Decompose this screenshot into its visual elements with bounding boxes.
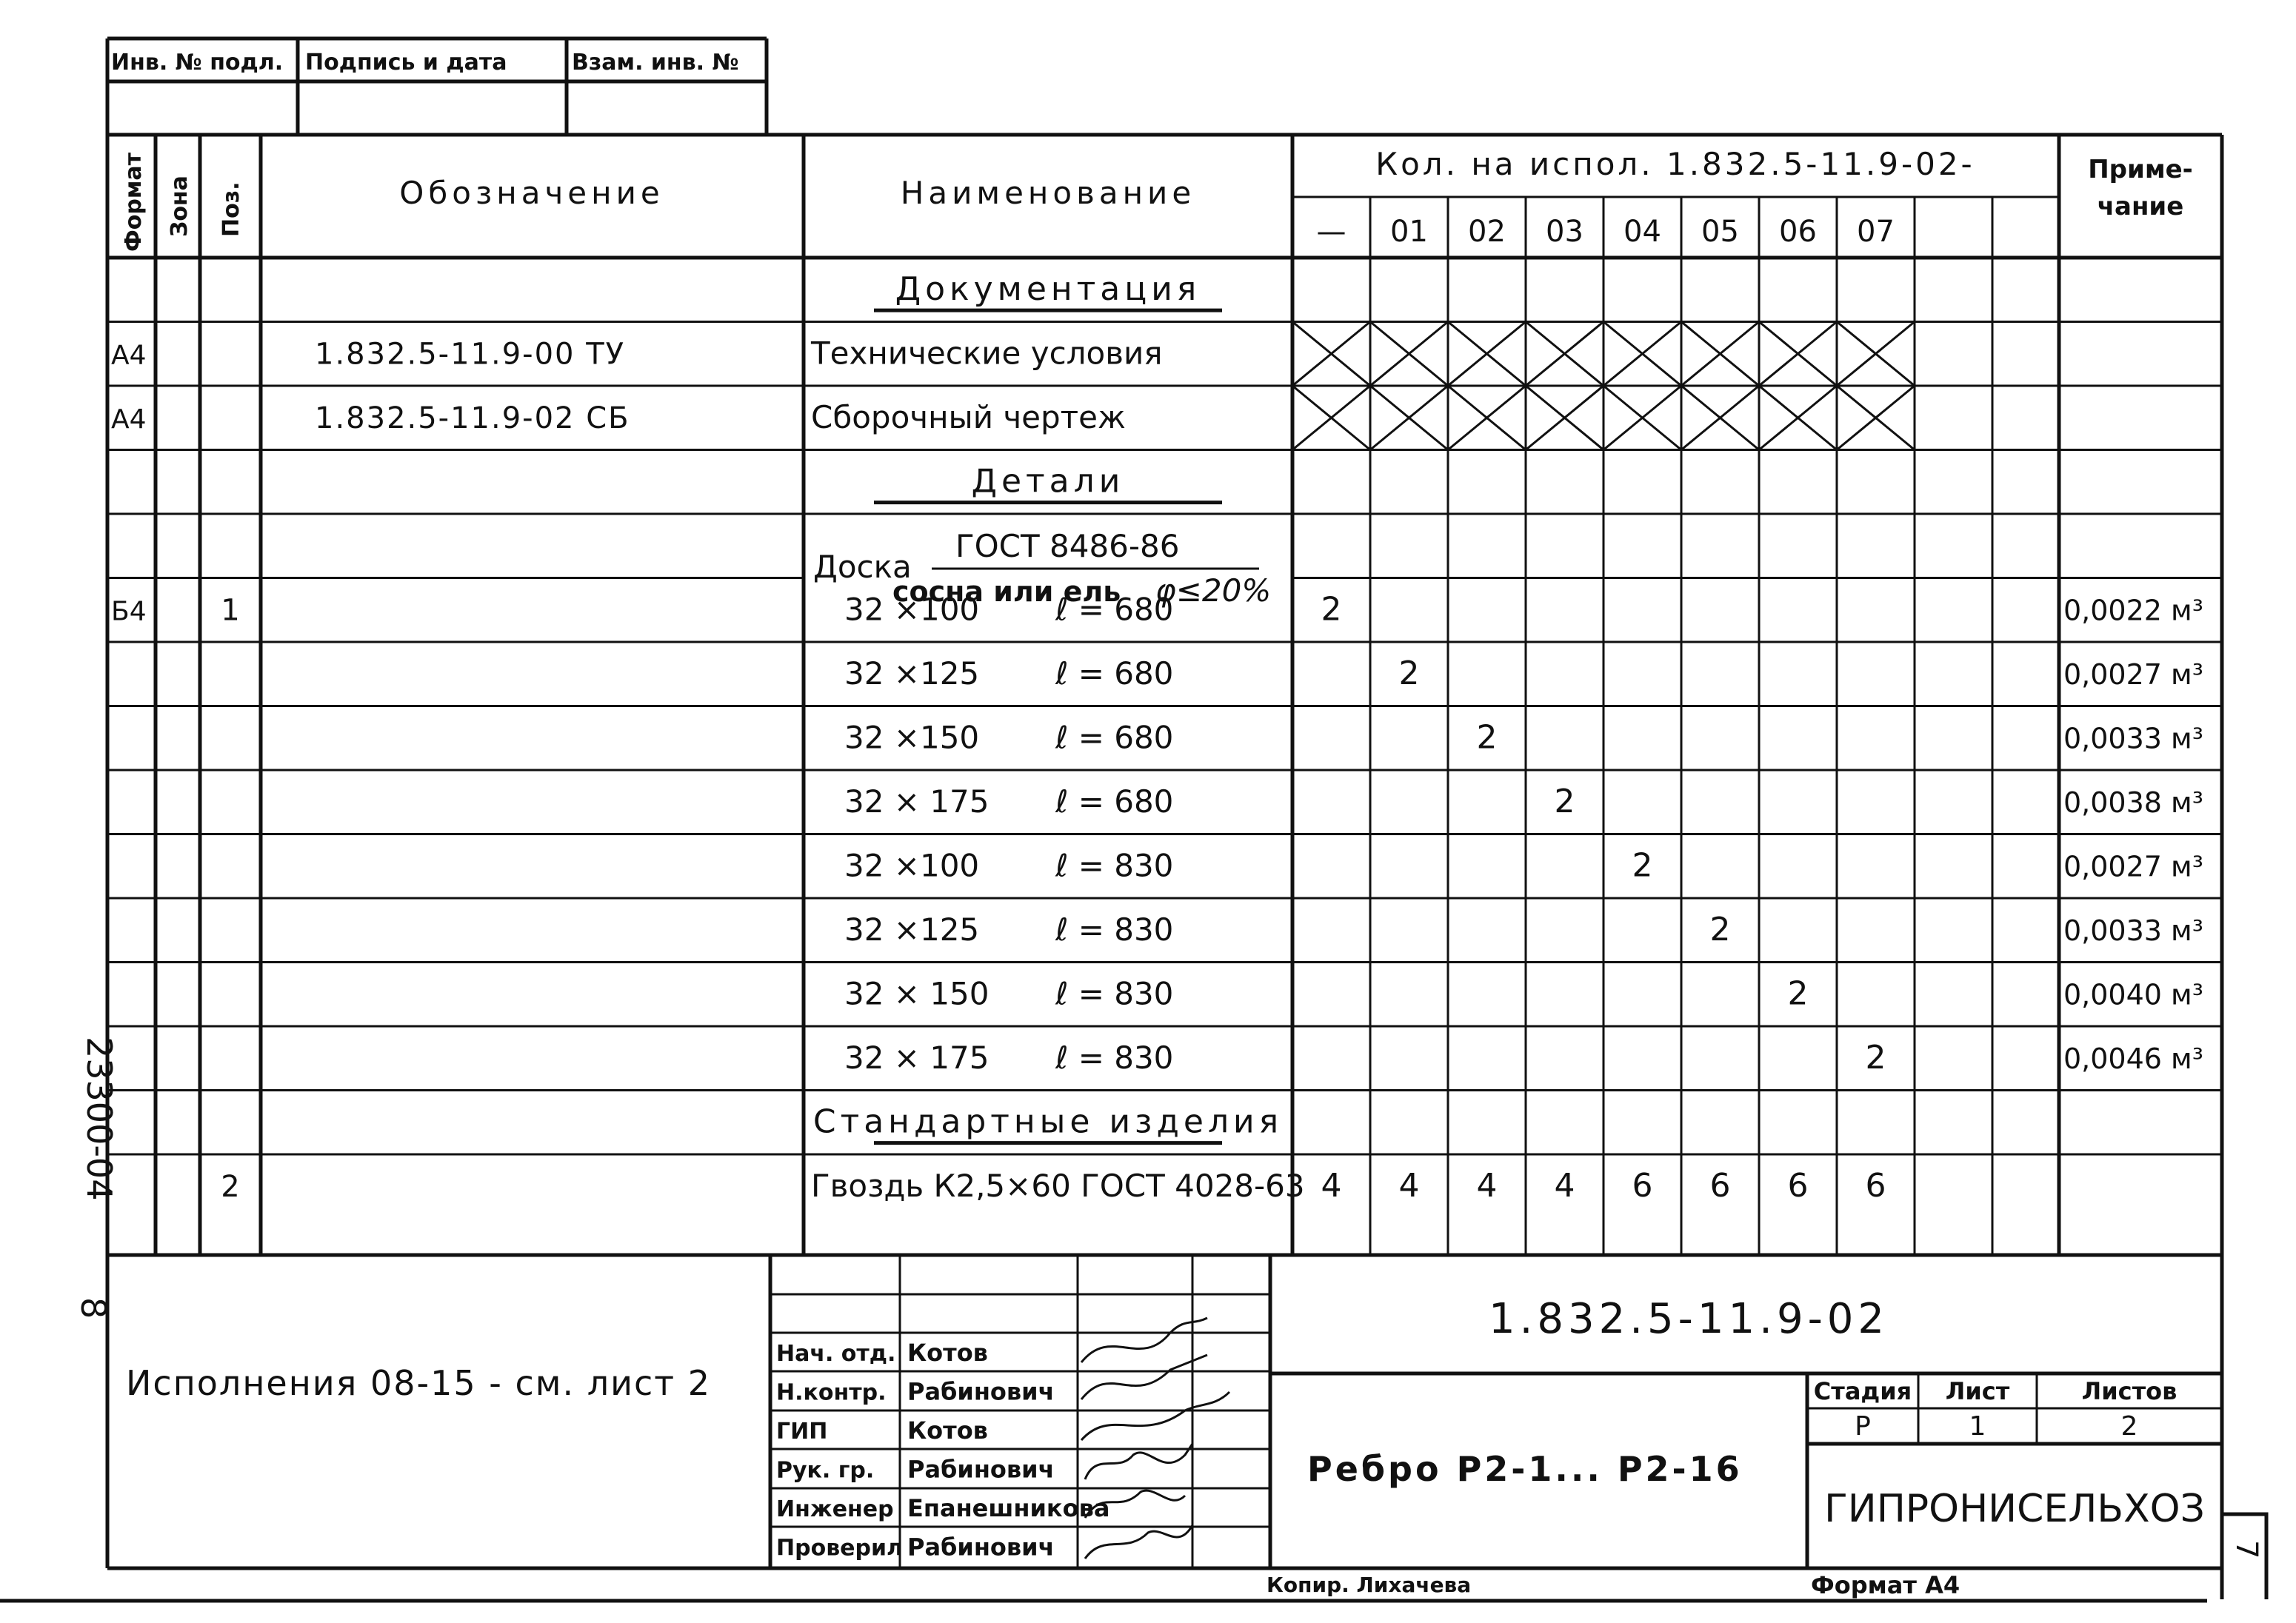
corner-mark: 7: [2229, 1540, 2263, 1559]
poz-cell: 2: [221, 1170, 240, 1205]
table-row: [844, 719, 2203, 757]
header-poz: Поз.: [218, 181, 244, 237]
doska-gost: ГОСТ 8486-86: [955, 528, 1180, 564]
name-cell: Сборочный чертеж: [811, 399, 1126, 436]
title-block: [126, 1255, 2222, 1568]
role-label: Нач. отд.: [776, 1341, 896, 1367]
qty-cell: 6: [1632, 1167, 1653, 1205]
role-name: Рабинович: [907, 1455, 1055, 1484]
product-name: Ребро Р2-1... Р2-16: [1307, 1449, 1743, 1489]
header-naimenovanie: Наименование: [900, 175, 1196, 211]
note-cell: 0,0038 м³: [2063, 786, 2203, 820]
name-cell: Технические условия: [811, 335, 1163, 372]
side-sheet-number: 8: [73, 1297, 113, 1319]
qty-cell: 2: [1476, 718, 1498, 757]
name-cell: 32 ×125: [844, 655, 980, 692]
qty-cell: 2: [1709, 911, 1731, 949]
organization-name: ГИПРОНИСЕЛЬХОЗ: [1824, 1487, 2205, 1531]
role-name: Епанешникова: [907, 1494, 1110, 1522]
qty-cell: 2: [1554, 783, 1575, 821]
note-cell: 0,0022 м³: [2063, 594, 2203, 627]
role-label: Инженер: [776, 1496, 894, 1522]
qty-cell: 2: [1865, 1039, 1886, 1077]
qty-cell: 6: [1865, 1167, 1886, 1205]
role-label: Н.контр.: [776, 1379, 887, 1406]
table-row: [111, 386, 1915, 450]
qty-cell: 4: [1554, 1167, 1575, 1205]
cross-mark: [1292, 322, 1370, 386]
header-oboznachenie: Обозначение: [399, 175, 664, 211]
qty-cell: 2: [1321, 590, 1342, 629]
header-format: Формат: [121, 153, 147, 252]
table-row: [844, 1039, 2203, 1077]
header-kol-title: Кол. на испол. 1.832.5-11.9-02-: [1375, 146, 1975, 182]
note-cell: 0,0027 м³: [2063, 850, 2203, 883]
note-cell: 0,0027 м³: [2063, 658, 2203, 692]
table-row: [874, 270, 1222, 310]
format-cell: Б4: [111, 596, 147, 627]
cross-mark: [1603, 322, 1681, 386]
top-stamp: [107, 39, 767, 135]
doska-label: Доска: [813, 549, 912, 585]
cross-mark: [1681, 322, 1759, 386]
note-cell: 0,0040 м³: [2063, 978, 2203, 1011]
name-cell: 32 ×100: [844, 847, 980, 884]
role-label: Рук. гр.: [776, 1457, 875, 1484]
poz-cell: 1: [221, 593, 240, 628]
table-row: [221, 1167, 1886, 1205]
cross-mark: [1292, 386, 1370, 450]
list-value: 1: [1969, 1411, 1986, 1442]
name-cell: 32 × 175: [844, 1040, 990, 1077]
qty-cell: 4: [1321, 1167, 1342, 1205]
name-cell: 32 ×125: [844, 911, 980, 948]
variant-header: 03: [1546, 215, 1583, 249]
qty-cell: 2: [1632, 846, 1653, 885]
table-row: [111, 322, 1915, 386]
listov-label: Листов: [2081, 1377, 2177, 1405]
variant-header: —: [1316, 215, 1346, 249]
designation-cell: 1.832.5-11.9-02 СБ: [315, 401, 630, 436]
name-cell: 32 × 150: [844, 975, 990, 1012]
name-cell: 32 ×150: [844, 719, 980, 756]
stamp-inv-podl-label: Инв. № подл.: [111, 50, 284, 76]
cross-mark: [1681, 386, 1759, 450]
cross-mark: [1448, 322, 1526, 386]
table-row: [844, 655, 2203, 692]
header-primechanie-1: Приме-: [2088, 155, 2193, 184]
role-name: Рабинович: [907, 1377, 1055, 1406]
format-cell: А4: [111, 340, 147, 371]
length-cell: ℓ = 680: [1055, 591, 1174, 628]
length-cell: ℓ = 830: [1055, 847, 1174, 884]
length-cell: ℓ = 680: [1055, 719, 1174, 756]
format-label: Формат А4: [1811, 1571, 1960, 1599]
cross-mark: [1370, 386, 1448, 450]
ispolneniya-note: Исполнения 08-15 - см. лист 2: [126, 1363, 711, 1403]
cross-mark: [1526, 386, 1603, 450]
variant-header: 04: [1623, 215, 1661, 249]
stadia-label: Стадия: [1813, 1377, 1912, 1405]
variant-header: 05: [1701, 215, 1739, 249]
table-rows: [111, 270, 2203, 1205]
variant-header: 01: [1390, 215, 1428, 249]
cross-mark: [1526, 322, 1603, 386]
cross-mark: [1370, 322, 1448, 386]
length-cell: ℓ = 830: [1055, 975, 1174, 1012]
cross-mark: [1837, 322, 1915, 386]
table-row: [844, 975, 2203, 1013]
list-label: Лист: [1945, 1377, 2010, 1405]
variant-header: 07: [1857, 215, 1895, 249]
note-cell: 0,0033 м³: [2063, 914, 2203, 948]
length-cell: ℓ = 830: [1055, 911, 1174, 948]
qty-cell: 4: [1398, 1167, 1420, 1205]
length-cell: ℓ = 680: [1055, 783, 1174, 820]
note-cell: 0,0033 м³: [2063, 722, 2203, 755]
stamp-vzam-label: Взам. инв. №: [572, 50, 739, 76]
variant-headers: [1317, 215, 1895, 249]
name-cell: Гвоздь К2,5×60 ГОСТ 4028-63: [811, 1168, 1305, 1205]
table-row: [874, 463, 1222, 503]
role-name: Котов: [907, 1416, 988, 1445]
cross-mark: [1837, 386, 1915, 450]
qty-cell: 6: [1787, 1167, 1809, 1205]
length-cell: ℓ = 830: [1055, 1040, 1174, 1077]
stamp-podpis-label: Подпись и дата: [305, 50, 507, 76]
header-zona: Зона: [167, 175, 193, 237]
note-cell: 0,0046 м³: [2063, 1043, 2203, 1076]
cross-mark: [1759, 386, 1837, 450]
qty-cell: 2: [1787, 974, 1809, 1013]
side-archive-number: 23300-04: [79, 1037, 119, 1201]
designation-cell: 1.832.5-11.9-00 ТУ: [315, 337, 626, 372]
doska-material: сосна или ель: [892, 575, 1121, 608]
stadia-value: Р: [1855, 1411, 1871, 1442]
length-cell: ℓ = 680: [1055, 655, 1174, 692]
cross-mark: [1448, 386, 1526, 450]
variant-header: 06: [1779, 215, 1817, 249]
role-name: Рабинович: [907, 1533, 1055, 1562]
name-cell: 32 × 175: [844, 783, 990, 820]
header-primechanie-2: чание: [2097, 192, 2184, 221]
name-cell: 32 ×100: [844, 591, 980, 628]
role-name: Котов: [907, 1339, 988, 1367]
document-number: 1.832.5-11.9-02: [1488, 1295, 1889, 1343]
table-row: [844, 847, 2203, 885]
table-row: [813, 1103, 1283, 1143]
section-heading: Детали: [971, 462, 1125, 501]
qty-cell: 6: [1709, 1167, 1731, 1205]
table-row: [844, 911, 2203, 948]
cross-mark: [1603, 386, 1681, 450]
role-label: Проверил: [776, 1535, 903, 1562]
format-cell: А4: [111, 404, 147, 435]
doska-moisture: φ≤20%: [1155, 572, 1272, 609]
kopir-label: Копир. Лихачева: [1267, 1573, 1472, 1597]
listov-value: 2: [2120, 1411, 2138, 1442]
table-row: [844, 783, 2203, 820]
section-heading: Документация: [895, 270, 1201, 309]
variant-header: 02: [1468, 215, 1506, 249]
signatures: [1081, 1318, 1229, 1559]
role-label: ГИП: [776, 1419, 828, 1445]
section-heading: Стандартные изделия: [812, 1102, 1284, 1141]
qty-cell: 2: [1398, 655, 1420, 693]
cross-mark: [1759, 322, 1837, 386]
qty-cell: 4: [1476, 1167, 1498, 1205]
